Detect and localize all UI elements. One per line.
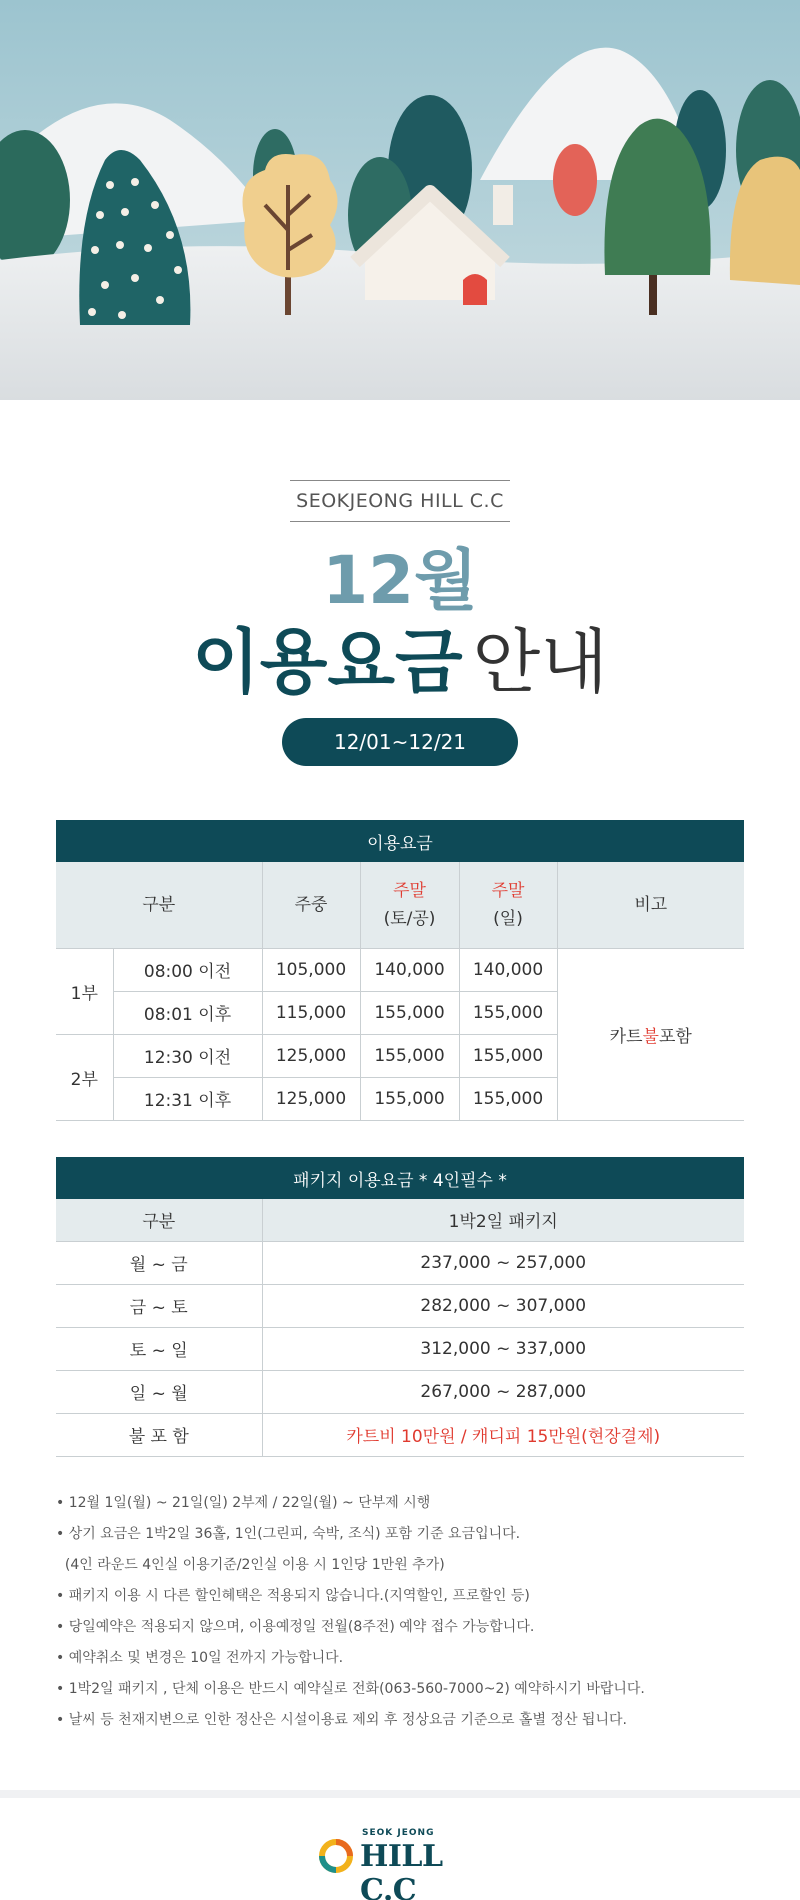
package-table [56, 1157, 744, 1457]
package-price: 282,000 ~ 307,000 [262, 1284, 744, 1327]
header-weekend-sat-sub: (토/공) [383, 908, 436, 929]
weekend-sun-price: 155,000 [459, 1034, 557, 1077]
list-item: • 날씨 등 천재지변으로 인한 정산은 시설이용료 제외 후 정상요금 기준으로 홀별 정산 됩니다. [56, 1712, 627, 1728]
footer-logo [318, 1828, 488, 1900]
part-2-label: 2부 [56, 1034, 113, 1120]
package-table-title-row [56, 1157, 744, 1199]
package-table-header-row [56, 1199, 744, 1241]
list-item: (4인 라운드 4인실 이용기준/2인실 이용 시 1인당 1만원 추가) [56, 1557, 445, 1573]
header-weekend-sat-label: 주말 [393, 880, 426, 901]
hero-winter-illustration [0, 0, 800, 400]
title-month: 12월 [322, 542, 478, 619]
weekend-sun-price: 155,000 [459, 991, 557, 1034]
list-item: • 상기 요금은 1박2일 36홀, 1인(그린피, 숙박, 조식) 포함 기준 요금입니다. [56, 1526, 521, 1542]
header-weekend-sat [360, 862, 459, 948]
package-days: 일 ~ 월 [56, 1370, 262, 1413]
weekday-price: 125,000 [262, 1034, 360, 1077]
table-row [56, 1327, 744, 1370]
package-table-title: 패키지 이용요금 * 4인필수 * [56, 1157, 744, 1199]
package-price: 312,000 ~ 337,000 [262, 1327, 744, 1370]
rate-table-title: 이용요금 [56, 820, 744, 862]
weekend-sat-price: 155,000 [360, 991, 459, 1034]
note-post: 포함 [658, 1026, 692, 1047]
logo-big-text: HILL C.C [360, 1839, 443, 1900]
list-item: • 패키지 이용 시 다른 할인혜택은 적용되지 않습니다.(지역할인, 프로할인 등) [56, 1588, 530, 1604]
list-item: • 12월 1일(월) ~ 21일(일) 2부제 / 22일(월) ~ 단부제 시행 [56, 1495, 431, 1511]
table-row [56, 1241, 744, 1284]
weekend-sun-price: 140,000 [459, 948, 557, 991]
excluded-value: 카트비 10만원 / 캐디피 15만원(현장결제) [262, 1413, 744, 1456]
package-header-category: 구분 [56, 1199, 262, 1241]
package-price: 237,000 ~ 257,000 [262, 1241, 744, 1284]
weekend-sat-price: 155,000 [360, 1077, 459, 1120]
logo-small-text: SEOK JEONG [362, 1828, 435, 1838]
list-item: • 예약취소 및 변경은 10일 전까지 가능합니다. [56, 1650, 344, 1666]
header-category: 구분 [56, 862, 262, 948]
logo-ring-icon [318, 1838, 354, 1874]
header-weekend-sun-label: 주말 [491, 880, 525, 901]
page-title [0, 622, 800, 721]
weekday-price: 105,000 [262, 948, 360, 991]
weekend-sun-price: 155,000 [459, 1077, 557, 1120]
rate-table [56, 820, 744, 1121]
time-cell: 12:30 이전 [113, 1034, 262, 1077]
time-cell: 12:31 이후 [113, 1077, 262, 1120]
title-light: 안내 [472, 621, 608, 703]
header-note: 비고 [557, 862, 744, 948]
excluded-label: 불 포 함 [56, 1413, 262, 1456]
notes-list [56, 1488, 756, 1736]
time-cell: 08:00 이전 [113, 948, 262, 991]
note-cell [557, 948, 744, 1120]
time-cell: 08:01 이후 [113, 991, 262, 1034]
header-weekend-sun [459, 862, 557, 948]
table-row [56, 948, 744, 991]
title-bold: 이용요금 [192, 621, 463, 703]
weekend-sat-price: 140,000 [360, 948, 459, 991]
package-header-package: 1박2일 패키지 [262, 1199, 744, 1241]
package-price: 267,000 ~ 287,000 [262, 1370, 744, 1413]
weekend-sat-price: 155,000 [360, 1034, 459, 1077]
weekday-price: 125,000 [262, 1077, 360, 1120]
weekday-price: 115,000 [262, 991, 360, 1034]
part-1-label: 1부 [56, 948, 113, 1034]
rate-table-header-row [56, 862, 744, 948]
footer [0, 1790, 800, 1900]
table-row [56, 1370, 744, 1413]
note-red: 불 [642, 1026, 659, 1047]
rate-table-title-row [56, 820, 744, 862]
brand-name: SEOKJEONG HILL C.C [290, 480, 510, 522]
period-badge: 12/01~12/21 [282, 718, 518, 766]
package-days: 월 ~ 금 [56, 1241, 262, 1284]
list-item: • 당일예약은 적용되지 않으며, 이용예정일 전월(8주전) 예약 접수 가능합니다. [56, 1619, 535, 1635]
header-weekend-sun-sub: (일) [493, 908, 523, 929]
winter-village-image [0, 0, 800, 400]
header-weekday: 주중 [262, 862, 360, 948]
list-item: • 1박2일 패키지 , 단체 이용은 반드시 예약실로 전화(063-560-7000~2) 예약하시기 바랍니다. [56, 1681, 645, 1697]
note-pre: 카트 [609, 1026, 643, 1047]
table-row [56, 1413, 744, 1456]
table-row [56, 1284, 744, 1327]
package-days: 토 ~ 일 [56, 1327, 262, 1370]
package-days: 금 ~ 토 [56, 1284, 262, 1327]
